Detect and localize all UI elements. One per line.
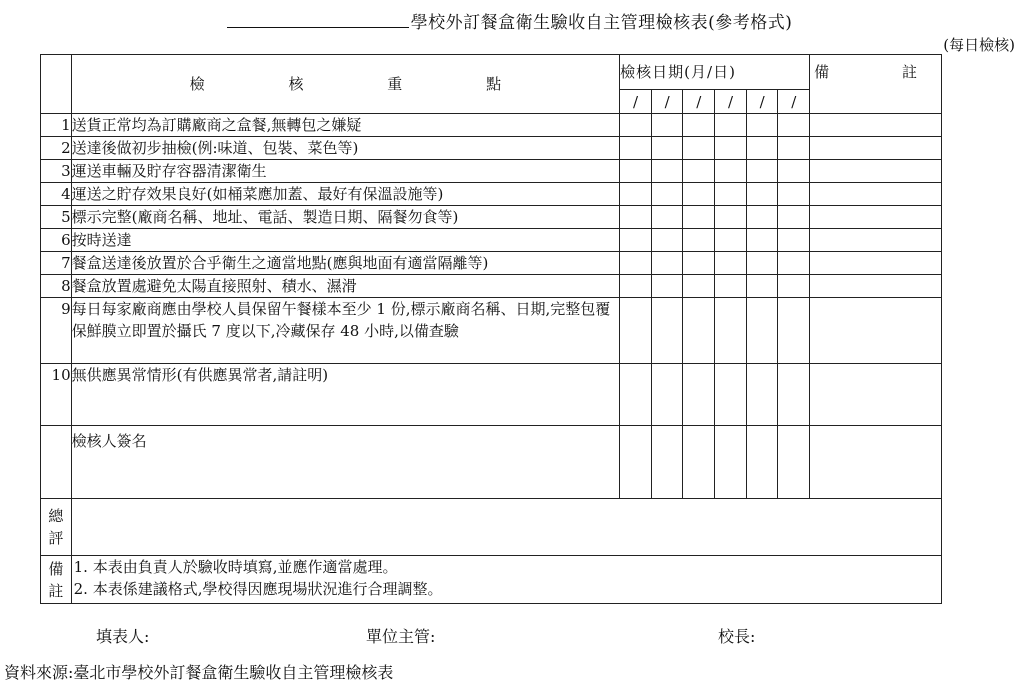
supervisor-label: 單位主管:: [366, 627, 436, 646]
check-cell[interactable]: [778, 114, 810, 137]
checklist-row: [41, 252, 942, 275]
signature-line: [0, 624, 1019, 648]
check-cell[interactable]: [651, 298, 683, 364]
header-remark: 備 註: [810, 55, 942, 114]
summary-row: [41, 499, 942, 556]
date-column-6[interactable]: /: [778, 90, 810, 114]
item-number: 5: [41, 206, 72, 229]
signature-cell[interactable]: [715, 426, 747, 499]
checklist-row: [41, 364, 942, 426]
summary-field[interactable]: [71, 499, 941, 556]
item-text: 送達後做初步抽檢(例:味道、包裝、菜色等): [71, 137, 620, 160]
form-title-text: 學校外訂餐盒衛生驗收自主管理檢核表(參考格式): [410, 13, 793, 33]
summary-label: 總 評: [41, 499, 72, 556]
frequency-label: (每日檢核): [943, 36, 1015, 54]
source-note: 資料來源:臺北市學校外訂餐盒衛生驗收自主管理檢核表: [4, 663, 394, 682]
check-cell[interactable]: [715, 183, 747, 206]
check-cell[interactable]: [715, 137, 747, 160]
signature-cell[interactable]: [683, 426, 715, 499]
check-cell[interactable]: [620, 114, 652, 137]
check-cell[interactable]: [651, 137, 683, 160]
check-cell[interactable]: [651, 114, 683, 137]
check-cell[interactable]: [683, 206, 715, 229]
remark-cell[interactable]: [810, 364, 942, 426]
item-text: 送貨正常均為訂購廠商之盒餐,無轉包之嫌疑: [71, 114, 620, 137]
item-text: 按時送達: [71, 229, 620, 252]
check-cell[interactable]: [715, 275, 747, 298]
check-cell[interactable]: [683, 183, 715, 206]
check-cell[interactable]: [778, 229, 810, 252]
check-cell[interactable]: [746, 298, 778, 364]
check-cell[interactable]: [620, 298, 652, 364]
check-cell[interactable]: [620, 364, 652, 426]
item-text: 每日每家廠商應由學校人員保留午餐樣本至少 1 份,標示廠商名稱、日期,完整包覆保鮮膜立即置於攝氏 7 度以下,冷藏保存 48 小時,以備查驗: [71, 298, 620, 364]
check-cell[interactable]: [778, 275, 810, 298]
principal-label: 校長:: [718, 627, 756, 646]
signature-cell[interactable]: [778, 426, 810, 499]
check-cell[interactable]: [651, 364, 683, 426]
date-column-4[interactable]: /: [715, 90, 747, 114]
signature-cell[interactable]: [651, 426, 683, 499]
check-cell[interactable]: [620, 252, 652, 275]
header-focus: 檢 核 重 點: [71, 55, 620, 114]
check-cell[interactable]: [778, 160, 810, 183]
check-cell[interactable]: [715, 364, 747, 426]
item-text: 無供應異常情形(有供應異常者,請註明): [71, 364, 620, 426]
remark-cell[interactable]: [810, 426, 942, 499]
check-cell[interactable]: [620, 183, 652, 206]
item-number: 4: [41, 183, 72, 206]
note-line: 2. 本表係建議格式,學校得因應現場狀況進行合理調整。: [73, 580, 443, 598]
check-cell[interactable]: [683, 114, 715, 137]
check-cell[interactable]: [746, 229, 778, 252]
check-cell[interactable]: [778, 137, 810, 160]
check-cell[interactable]: [651, 206, 683, 229]
check-cell[interactable]: [683, 137, 715, 160]
check-cell[interactable]: [651, 252, 683, 275]
check-cell[interactable]: [746, 183, 778, 206]
note-line: 1. 本表由負責人於驗收時填寫,並應作適當處理。: [73, 558, 398, 576]
item-text: 餐盒送達後放置於合乎衛生之適當地點(應與地面有適當隔離等): [71, 252, 620, 275]
item-text: 餐盒放置處避免太陽直接照射、積水、濕滑: [71, 275, 620, 298]
item-number: 10: [41, 364, 72, 426]
check-cell[interactable]: [778, 298, 810, 364]
check-cell[interactable]: [620, 137, 652, 160]
remark-cell[interactable]: [810, 252, 942, 275]
inspector-num-cell: [41, 426, 72, 499]
check-cell[interactable]: [651, 183, 683, 206]
check-cell[interactable]: [683, 275, 715, 298]
item-text: 標示完整(廠商名稱、地址、電話、製造日期、隔餐勿食等): [71, 206, 620, 229]
remark-cell[interactable]: [810, 298, 942, 364]
check-cell[interactable]: [746, 114, 778, 137]
remark-cell[interactable]: [810, 114, 942, 137]
notes-label: 備 註: [41, 556, 72, 604]
check-cell[interactable]: [620, 160, 652, 183]
check-cell[interactable]: [620, 275, 652, 298]
item-number: 2: [41, 137, 72, 160]
check-cell[interactable]: [683, 160, 715, 183]
check-cell[interactable]: [746, 364, 778, 426]
check-cell[interactable]: [683, 364, 715, 426]
item-text: 運送之貯存效果良好(如桶菜應加蓋、最好有保溫設施等): [71, 183, 620, 206]
header-num-cell: [41, 55, 72, 114]
item-number: 7: [41, 252, 72, 275]
item-number: 6: [41, 229, 72, 252]
check-cell[interactable]: [620, 229, 652, 252]
checklist-row: [41, 275, 942, 298]
check-cell[interactable]: [778, 364, 810, 426]
check-cell[interactable]: [651, 229, 683, 252]
checklist-row: [41, 160, 942, 183]
item-number: 8: [41, 275, 72, 298]
checklist-row: [41, 298, 942, 364]
school-name-blank[interactable]: [227, 11, 409, 28]
notes-row: [41, 556, 942, 604]
remark-cell[interactable]: [810, 183, 942, 206]
item-number: 9: [41, 298, 72, 364]
notes-content: [71, 556, 941, 604]
checklist-row: [41, 183, 942, 206]
remark-cell[interactable]: [810, 137, 942, 160]
check-cell[interactable]: [715, 252, 747, 275]
signature-cell[interactable]: [746, 426, 778, 499]
date-column-3[interactable]: /: [683, 90, 715, 114]
check-cell[interactable]: [651, 160, 683, 183]
check-cell[interactable]: [746, 160, 778, 183]
check-cell[interactable]: [746, 252, 778, 275]
check-cell[interactable]: [715, 298, 747, 364]
remark-cell[interactable]: [810, 275, 942, 298]
checklist-row: [41, 137, 942, 160]
remark-cell[interactable]: [810, 206, 942, 229]
remark-cell[interactable]: [810, 160, 942, 183]
check-cell[interactable]: [746, 137, 778, 160]
header-date: 檢核日期(月/日): [620, 55, 810, 90]
check-cell[interactable]: [715, 114, 747, 137]
check-cell[interactable]: [746, 206, 778, 229]
check-cell[interactable]: [715, 229, 747, 252]
inspector-row: [41, 426, 942, 499]
check-cell[interactable]: [715, 160, 747, 183]
date-column-2[interactable]: /: [651, 90, 683, 114]
check-cell[interactable]: [683, 229, 715, 252]
check-cell[interactable]: [715, 206, 747, 229]
form-title: [0, 8, 1019, 33]
check-cell[interactable]: [778, 183, 810, 206]
checklist-table: [40, 54, 942, 604]
filler-label: 填表人:: [96, 627, 150, 646]
checklist-row: [41, 229, 942, 252]
check-cell[interactable]: [778, 206, 810, 229]
check-cell[interactable]: [746, 275, 778, 298]
date-column-5[interactable]: /: [746, 90, 778, 114]
checklist-row: [41, 206, 942, 229]
item-number: 1: [41, 114, 72, 137]
inspector-label: 檢核人簽名: [71, 426, 620, 499]
checklist-row: [41, 114, 942, 137]
signature-cell[interactable]: [620, 426, 652, 499]
check-cell[interactable]: [620, 206, 652, 229]
check-cell[interactable]: [683, 298, 715, 364]
item-text: 運送車輛及貯存容器清潔衛生: [71, 160, 620, 183]
remark-cell[interactable]: [810, 229, 942, 252]
check-cell[interactable]: [683, 252, 715, 275]
check-cell[interactable]: [778, 252, 810, 275]
check-cell[interactable]: [651, 275, 683, 298]
date-column-1[interactable]: /: [620, 90, 652, 114]
item-number: 3: [41, 160, 72, 183]
